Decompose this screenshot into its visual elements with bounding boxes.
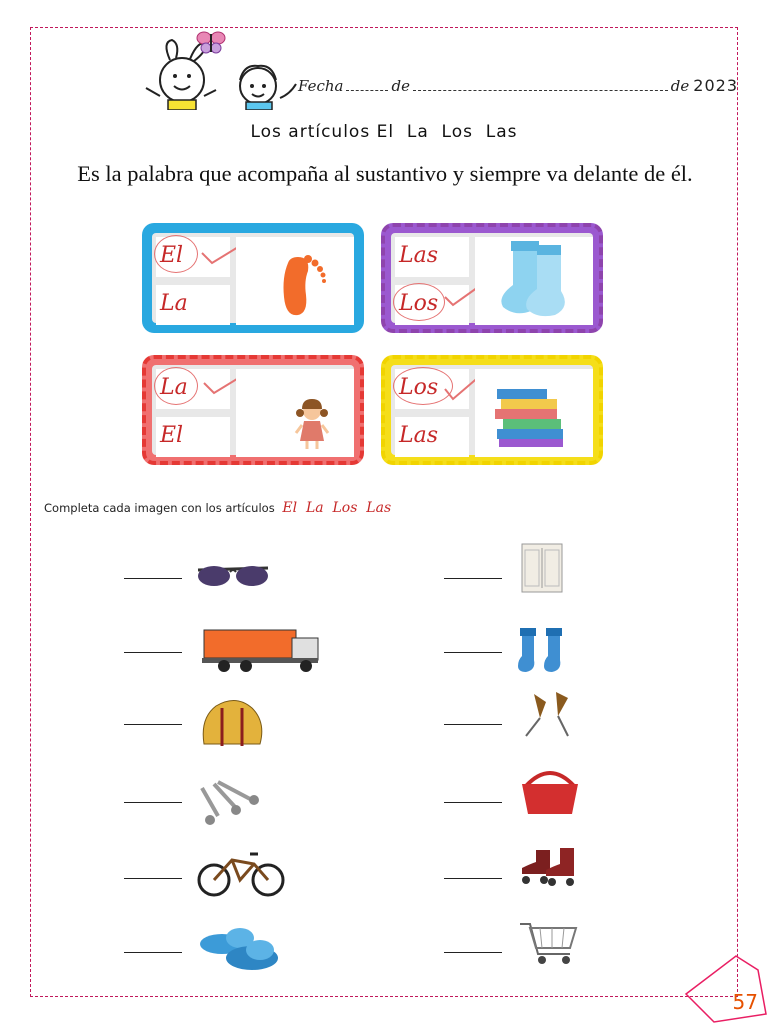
- card-image: [475, 369, 593, 457]
- card-option-top[interactable]: Las: [395, 237, 469, 277]
- de-label-2: de: [670, 77, 690, 95]
- backpack-icon: [196, 694, 326, 749]
- answer-blank[interactable]: [444, 952, 502, 953]
- instruction-text: Completa cada imagen con los artículos: [44, 501, 275, 515]
- children-illustration: [140, 28, 305, 110]
- exercise-item: [124, 772, 344, 822]
- page-number-badge: [684, 954, 768, 1024]
- answer-blank[interactable]: [444, 724, 502, 725]
- card-image: [236, 237, 354, 325]
- answer-blank[interactable]: [124, 878, 182, 879]
- card-option-bottom[interactable]: Los: [395, 285, 469, 325]
- answer-blank[interactable]: [124, 578, 182, 579]
- definition-text: Es la palabra que acompaña al sustantivo y siempre va delante de él.: [77, 161, 693, 186]
- card-option-top[interactable]: El: [156, 237, 230, 277]
- answer-blank[interactable]: [124, 802, 182, 803]
- fecha-label: Fecha: [298, 77, 344, 95]
- clouds-icon: [196, 922, 326, 977]
- year: 2023: [693, 76, 738, 95]
- exercise-item: [444, 622, 664, 672]
- answer-blank[interactable]: [124, 652, 182, 653]
- foot-icon: [236, 237, 354, 325]
- selection-circle: [154, 367, 198, 405]
- doll-icon: [236, 369, 354, 457]
- exercise-item: [444, 694, 664, 744]
- answer-blank[interactable]: [444, 802, 502, 803]
- nails-icon: [196, 772, 326, 827]
- date-line: [298, 76, 738, 102]
- exercise-item: [124, 548, 344, 598]
- answer-blank[interactable]: [444, 652, 502, 653]
- shopping-cart-icon: [516, 918, 646, 973]
- day-blank[interactable]: [346, 77, 388, 91]
- socks-icon: [516, 626, 646, 681]
- answer-blank[interactable]: [124, 724, 182, 725]
- instruction: [44, 500, 391, 516]
- card-option-bottom[interactable]: El: [156, 417, 230, 457]
- card-option-top[interactable]: La: [156, 369, 230, 409]
- card-option-top[interactable]: Los: [395, 369, 469, 409]
- answer-blank[interactable]: [124, 952, 182, 953]
- de-label-1: de: [391, 77, 410, 95]
- selection-circle: [154, 235, 198, 273]
- wardrobe-icon: [516, 542, 646, 597]
- champagne-glasses-icon: [516, 688, 646, 743]
- socks-icon: [475, 237, 593, 325]
- article-card-doll: [142, 355, 364, 465]
- exercise-item: [124, 694, 344, 744]
- card-option-bottom[interactable]: La: [156, 285, 230, 325]
- roller-skates-icon: [516, 844, 646, 899]
- bicycle-icon: [196, 848, 326, 903]
- card-option-bottom[interactable]: Las: [395, 417, 469, 457]
- answer-blank[interactable]: [444, 578, 502, 579]
- month-blank[interactable]: [413, 77, 668, 91]
- instruction-articles: El La Los Las: [282, 500, 392, 516]
- article-card-socks: [381, 223, 603, 333]
- selection-circle: [393, 283, 445, 321]
- exercise-item: [124, 622, 344, 672]
- exercise-item: [444, 922, 664, 972]
- garbage-truck-icon: [196, 622, 326, 677]
- card-image: [475, 237, 593, 325]
- exercise-item: [444, 848, 664, 898]
- exercise-item: [444, 772, 664, 822]
- basket-icon: [516, 764, 646, 819]
- article-card-foot: [142, 223, 364, 333]
- page-number: 57: [732, 990, 758, 1014]
- exercise-item: [444, 548, 664, 598]
- page-title: Los artículos El La Los Las: [250, 122, 518, 142]
- sunglasses-icon: [196, 548, 326, 603]
- answer-blank[interactable]: [444, 878, 502, 879]
- exercise-item: [124, 922, 344, 972]
- books-icon: [475, 369, 593, 457]
- exercise-item: [124, 848, 344, 898]
- card-image: [236, 369, 354, 457]
- article-card-books: [381, 355, 603, 465]
